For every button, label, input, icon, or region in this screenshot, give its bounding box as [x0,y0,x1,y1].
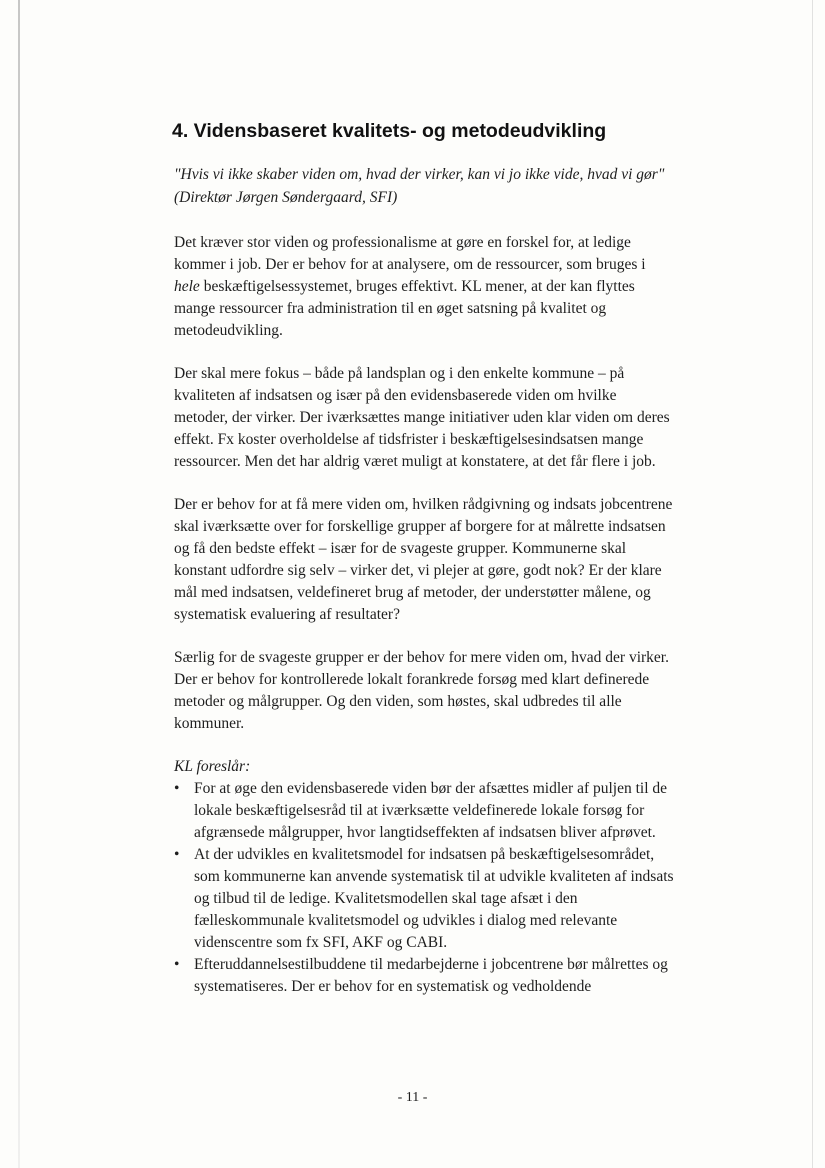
paragraph-2: Der skal mere fokus – både på landsplan og i den enkelte kommune – på kvaliteten af indsatsen og især på den evidensbaserede viden om hvilke metoder, der virker. Der iværksættes mange initiativer uden klar viden om deres effekt. Fx koster overholdelse af tidsfrister i beskæftigelsesindsatsen mange ressourcer. Men det har aldrig været muligt at konstatere, at det får flere i job. [174,365,670,470]
scan-edge-right [812,0,813,1168]
paragraph-3: Der er behov for at få mere viden om, hvilken rådgivning og indsats jobcentrene skal iværksætte over for forskellige grupper af borgere for at målrette indsatsen og få den bedste effekt – især for de svageste grupper. Kommunerne skal konstant udfordre sig selv – virker det, vi plejer at gøre, godt nok? Er der klare mål med indsatsen, veldefineret brug af metoder, der understøtter målene, og systematisk evaluering af resultater? [174,496,673,623]
proposals-label: KL foreslår: [174,758,251,775]
paragraph-1: Det kræver stor viden og professionalisme at gøre en forskel for, at ledige kommer i job. Der er behov for at analysere, om de ressourcer, som bruges i hele beskæftigelsessystemet, bruges effektivt. KL mener, at der kan flyttes mange ressourcer fra administration til en øget satsning på kvalitet og metodeudvikling. [174,234,646,339]
bullet-icon: • [174,956,180,973]
intro-quote: "Hvis vi ikke skaber viden om, hvad der virker, kan vi jo ikke vide, hvad vi gør" (Direktør Jørgen Søndergaard, SFI) [174,166,665,206]
list-item: • At der udvikles en kvalitetsmodel for indsatsen på beskæftigelsesområdet, som kommunerne kan anvende systematisk til at udvikle kvaliteten af indsats og tilbud til de ledige. Kvalitetsmodellen skal tage afsæt i den fælleskommunale kvalitetsmodel og udvikles i dialog med relevante videnscentre som fx SFI, AKF og CABI. [174,846,674,951]
page-number: - 11 - [397,1090,428,1105]
bullet-icon: • [174,780,180,797]
proposals-list [174,778,674,998]
bullet-icon: • [174,846,180,863]
scan-edge-left [18,0,20,1168]
section-heading: 4. Vidensbaseret kvalitets- og metodeudvikling [172,120,607,142]
list-item: • For at øge den evidensbaserede viden bør der afsættes midler af puljen til de lokale beskæftigelsesråd til at iværksætte veldefinerede lokale forsøg for afgrænsede målgrupper, hvor langtidseffekten af indsatsen bliver afprøvet. [174,780,668,841]
emphasis-hele: hele [174,278,200,295]
list-item: • Efteruddannelsestilbuddene til medarbejderne i jobcentrene bør målrettes og systematiseres. Der er behov for en systematisk og vedholdende [174,956,668,995]
document-page [174,120,674,998]
paragraph-4: Særlig for de svageste grupper er der behov for mere viden om, hvad der virker. Der er behov for kontrollerede lokalt forankrede forsøg med klart definerede metoder og målgrupper. Og den viden, som høstes, skal udbredes til alle kommuner. [174,649,669,732]
